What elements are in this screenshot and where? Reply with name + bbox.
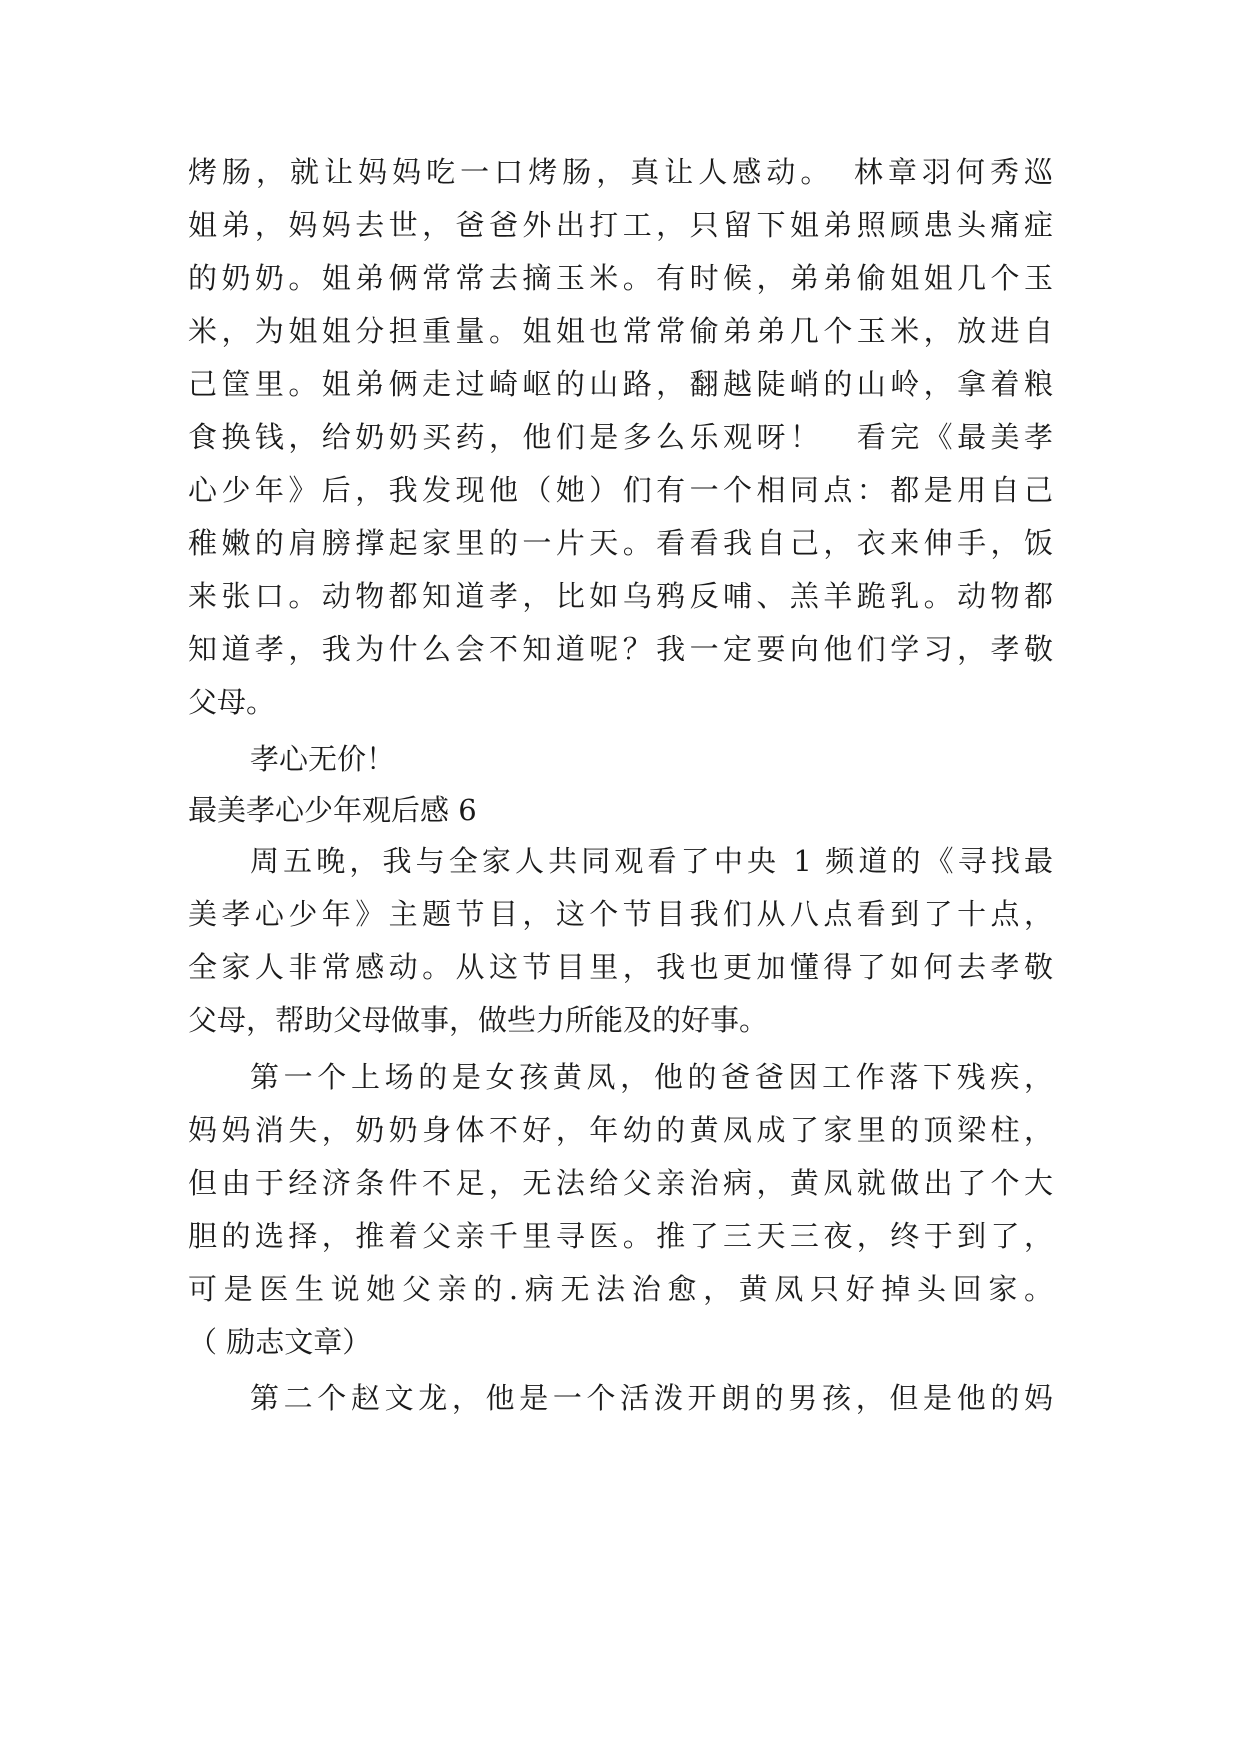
text-line-21: 胆的选择，推着父亲千里寻医。推了三天三夜，终于到了， — [188, 1219, 1053, 1253]
text-line-3: 的奶奶。姐弟俩常常去摘玉米。有时候，弟弟偷姐姐几个玉 — [188, 261, 1053, 295]
text-line-22: 可是医生说她父亲的.病无法治愈，黄凤只好掉头回家。 — [188, 1272, 1053, 1306]
text-line-1: 烤肠，就让妈妈吃一口烤肠，真让人感动。 林章羽何秀巡 — [188, 155, 1053, 189]
text-line-19: 妈妈消失，奶奶身体不好，年幼的黄凤成了家里的顶梁柱， — [188, 1113, 1053, 1147]
text-line-17: 父母，帮助父母做事，做些力所能及的好事。 — [188, 1003, 769, 1037]
text-line-11: 父母。 — [188, 685, 276, 719]
text-line-5: 己筐里。姐弟俩走过崎岖的山路，翻越陡峭的山岭，拿着粮 — [188, 367, 1053, 401]
paragraph-exclamation: 孝心无价！ — [250, 742, 396, 776]
text-line-20: 但由于经济条件不足，无法给父亲治病，黄凤就做出了个大 — [188, 1166, 1053, 1200]
text-line-4: 米，为姐姐分担重量。姐姐也常常偷弟弟几个玉米，放进自 — [188, 314, 1053, 348]
text-line-6: 食换钱，给奶奶买药，他们是多么乐观呀！ 看完《最美孝 — [188, 420, 1053, 454]
text-line-18: 第一个上场的是女孩黄凤，他的爸爸因工作落下残疾， — [250, 1060, 1053, 1094]
text-line-15: 美孝心少年》主题节目，这个节目我们从八点看到了十点， — [188, 897, 1053, 931]
text-line-9: 来张口。动物都知道孝，比如乌鸦反哺、羔羊跪乳。动物都 — [188, 579, 1053, 613]
text-line-7: 心少年》后，我发现他（她）们有一个相同点：都是用自己 — [188, 473, 1053, 507]
text-line-16: 全家人非常感动。从这节目里，我也更加懂得了如何去孝敬 — [188, 950, 1053, 984]
text-line-14: 周五晚，我与全家人共同观看了中央 1 频道的《寻找最 — [250, 844, 1053, 878]
text-line-23: （ 励志文章） — [188, 1325, 372, 1359]
text-line-10: 知道孝，我为什么会不知道呢？我一定要向他们学习，孝敬 — [188, 632, 1053, 666]
text-line-2: 姐弟，妈妈去世，爸爸外出打工，只留下姐弟照顾患头痛症 — [188, 208, 1053, 242]
text-line-8: 稚嫩的肩膀撑起家里的一片天。看看我自己，衣来伸手，饭 — [188, 526, 1053, 560]
section-heading: 最美孝心少年观后感 6 — [188, 793, 477, 827]
text-line-24: 第二个赵文龙，他是一个活泼开朗的男孩，但是他的妈 — [250, 1381, 1053, 1415]
